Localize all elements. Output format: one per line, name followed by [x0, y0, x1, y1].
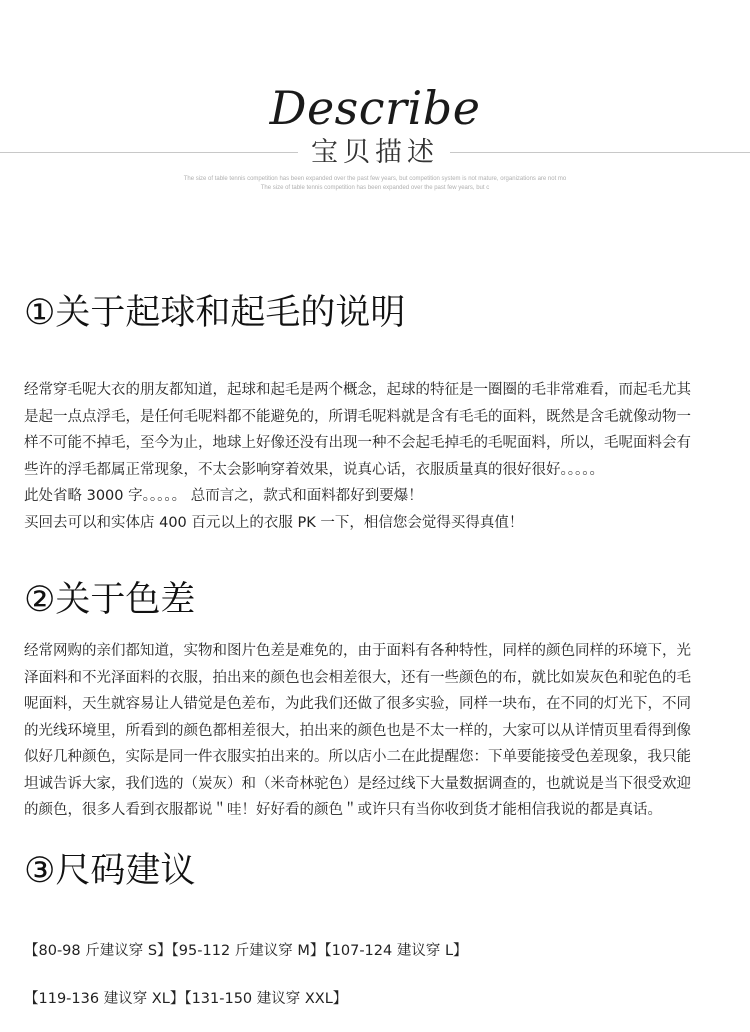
- paragraph-line: 经常网购的亲们都知道，实物和图片色差是难免的，由于面料有各种特性，同样的颜色同样的环境下，光: [24, 643, 691, 659]
- section-body-color-difference: [24, 638, 714, 824]
- paragraph-line: 似好几种颜色，实际是同一件衣服实拍出来的。所以店小二在此提醒您：下单要能接受色差现象，我只能: [24, 749, 691, 765]
- describe-title: Describe: [269, 81, 481, 135]
- fine-print-line: The size of table tennis competition has been expanded over the past few years, but competition system is not mature, organizations are not mo: [183, 176, 567, 182]
- paragraph-line: 泽面料和不光泽面料的衣服，拍出来的颜色也会相差很大，还有一些颜色的布，就比如炭灰色和驼色的毛: [24, 669, 691, 686]
- size-advice-line: 【119-136 建议穿 XL】【131-150 建议穿 XXL】: [24, 991, 348, 1007]
- paragraph-line: 此处省略 3000 字。。。。。 总而言之，款式和面料都好到要爆！: [24, 488, 423, 504]
- paragraph-line: 样不可能不掉毛，至今为止，地球上好像还没有出现一种不会起毛掉毛的毛呢面料，所以，毛呢面料会有: [24, 435, 691, 451]
- section-heading-size-advice: ③尺码建议: [24, 851, 196, 891]
- section-heading-pilling: ①关于起球和起毛的说明: [24, 293, 406, 333]
- paragraph-line: 坦诚告诉大家，我们选的（炭灰）和（米奇林驼色）是经过线下大量数据调查的，也就说是当下很受欢迎: [24, 775, 691, 792]
- paragraph-line: 些许的浮毛都属正常现象，不太会影响穿着效果，说真心话，衣服质量真的很好很好。。。。。: [24, 461, 604, 478]
- section-body-size-advice: [24, 936, 714, 1032]
- paragraph-line: 经常穿毛呢大衣的朋友都知道，起球和起毛是两个概念，起球的特征是一圈圈的毛非常难看，而起毛尤其: [24, 382, 691, 398]
- paragraph-line: 买回去可以和实体店 400 百元以上的衣服 PK 一下，相信您会觉得买得真值！: [24, 514, 524, 531]
- describe-subtitle: 宝贝描述: [311, 137, 439, 168]
- fine-print-line: The size of table tennis competition has been expanded over the past few years, but c: [260, 185, 490, 191]
- paragraph-line: 的颜色，很多人看到衣服都说＂哇！好好看的颜色＂或许只有当你收到货才能相信我说的都是真话。: [24, 802, 662, 818]
- size-advice-line: 【80-98 斤建议穿 S】【95-112 斤建议穿 M】【107-124 建议穿 L】: [24, 943, 468, 959]
- section-body-pilling: [24, 377, 714, 536]
- paragraph-line: 呢面料，天生就容易让人错觉是色差布，为此我们还做了很多实验，同样一块布，在不同的灯光下，不同: [24, 696, 691, 712]
- paragraph-line: 的光线环境里，所看到的颜色都相差很大，拍出来的颜色也是不太一样的，大家可以从详情页里看得到像: [24, 722, 691, 739]
- describe-header: [0, 0, 750, 200]
- section-heading-color-difference: ②关于色差: [24, 580, 196, 620]
- paragraph-line: 是起一点点浮毛，是任何毛呢料都不能避免的，所谓毛呢料就是含有毛毛的面料，既然是含毛就像动物一: [24, 408, 691, 425]
